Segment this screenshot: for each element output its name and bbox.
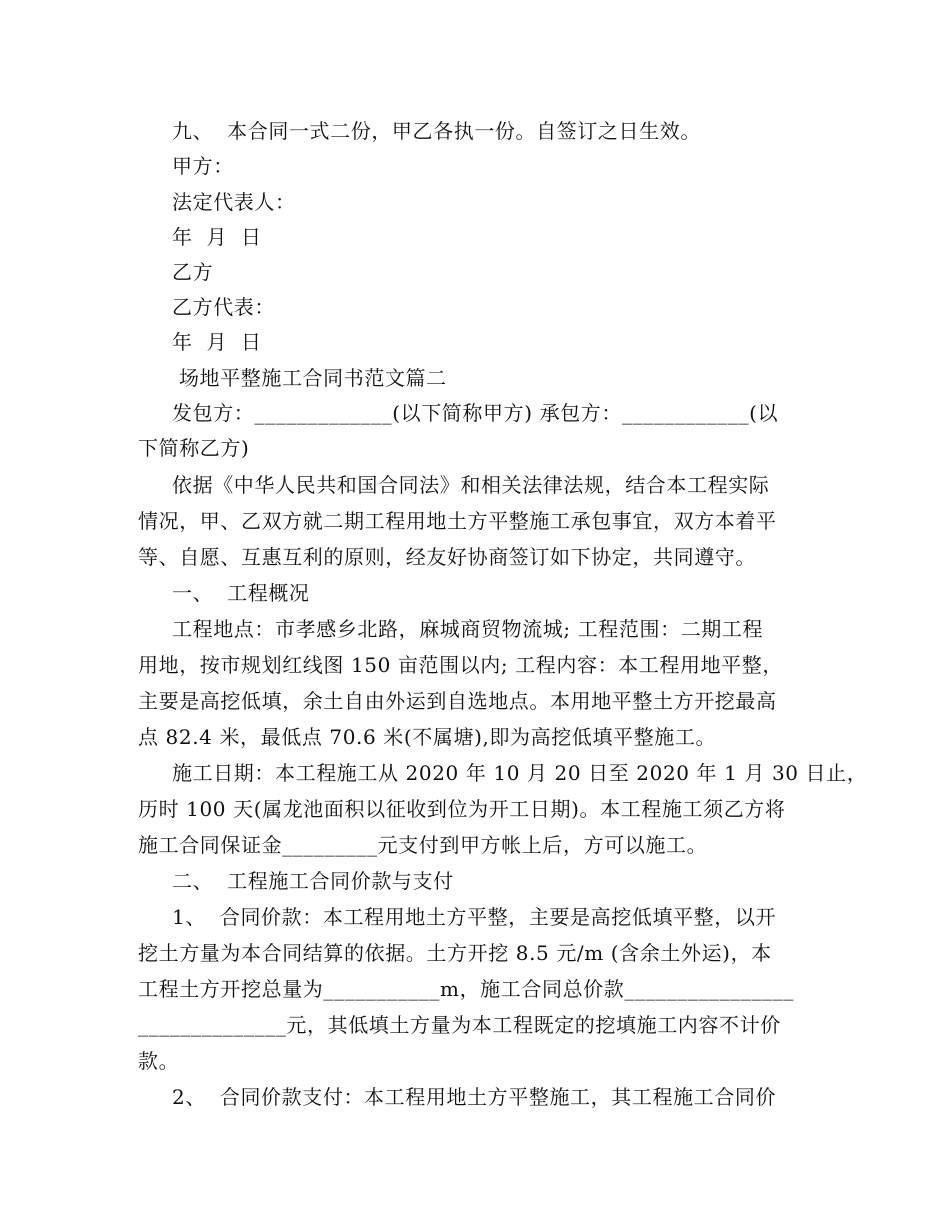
parties-line: 发包方：_____________(以下简称甲方) 承包方：____________(以 — [172, 401, 779, 425]
contract-price-line: 1、 合同价款：本工程用地土方平整，主要是高挖低填平整，以开 — [172, 905, 777, 929]
construction-date-line: 施工日期：本工程施工从 2020 年 10 月 20 日至 2020 年 1 月 30 日止， — [172, 761, 868, 785]
heading-project-overview: 一、 工程概况 — [172, 581, 310, 605]
party-a-label: 甲方： — [172, 154, 234, 178]
preamble-line: 等、自愿、互惠互利的原则，经友好协商签订如下协定，共同遵守。 — [138, 545, 756, 569]
project-location-line: 工程地点：市孝感乡北路，麻城商贸物流城; 工程范围：二期工程 — [172, 617, 764, 641]
date-line-b: 年 月 日 — [172, 330, 262, 354]
payment-line: 2、 合同价款支付：本工程用地土方平整施工，其工程施工合同价 — [172, 1085, 777, 1109]
contract-price-line: 工程土方开挖总量为___________m，施工合同总价款________________ — [138, 977, 794, 1001]
legal-representative-label: 法定代表人： — [172, 190, 296, 214]
contract-price-line: 挖土方量为本合同结算的依据。土方开挖 8.5 元/m (含余土外运)，本 — [138, 941, 772, 965]
construction-date-line: 历时 100 天(属龙池面积以征收到位为开工日期)。本工程施工须乙方将 — [138, 797, 786, 821]
contract-price-line: ______________元，其低填土方量为本工程既定的挖填施工内容不计价 — [138, 1013, 781, 1037]
parties-line-continued: 下简称乙方) — [138, 436, 250, 460]
party-b-label: 乙方 — [172, 260, 214, 284]
contract-price-line: 款。 — [138, 1049, 180, 1073]
date-line-a: 年 月 日 — [172, 225, 262, 249]
construction-date-line: 施工合同保证金_________元支付到甲方帐上后，方可以施工。 — [138, 833, 708, 857]
party-b-representative-label: 乙方代表： — [172, 295, 275, 319]
clause-nine: 九、 本合同一式二份，甲乙各执一份。自签订之日生效。 — [172, 119, 701, 143]
preamble-line: 依据《中华人民共和国合同法》和相关法律法规，结合本工程实际 — [172, 473, 770, 497]
project-location-line: 用地，按市规划红线图 150 亩范围以内; 工程内容：本工程用地平整， — [138, 653, 783, 677]
section-title: 场地平整施工合同书范文篇二 — [172, 366, 447, 390]
heading-contract-price: 二、 工程施工合同价款与支付 — [172, 869, 454, 893]
project-location-line: 点 82.4 米，最低点 70.6 米(不属塘),即为高挖低填平整施工。 — [138, 725, 717, 749]
project-location-line: 主要是高挖低填，余土自由外运到自选地点。本用地平整土方开挖最高 — [138, 689, 777, 713]
preamble-line: 情况，甲、乙双方就二期工程用地土方平整施工承包事宜，双方本着平 — [138, 509, 777, 533]
